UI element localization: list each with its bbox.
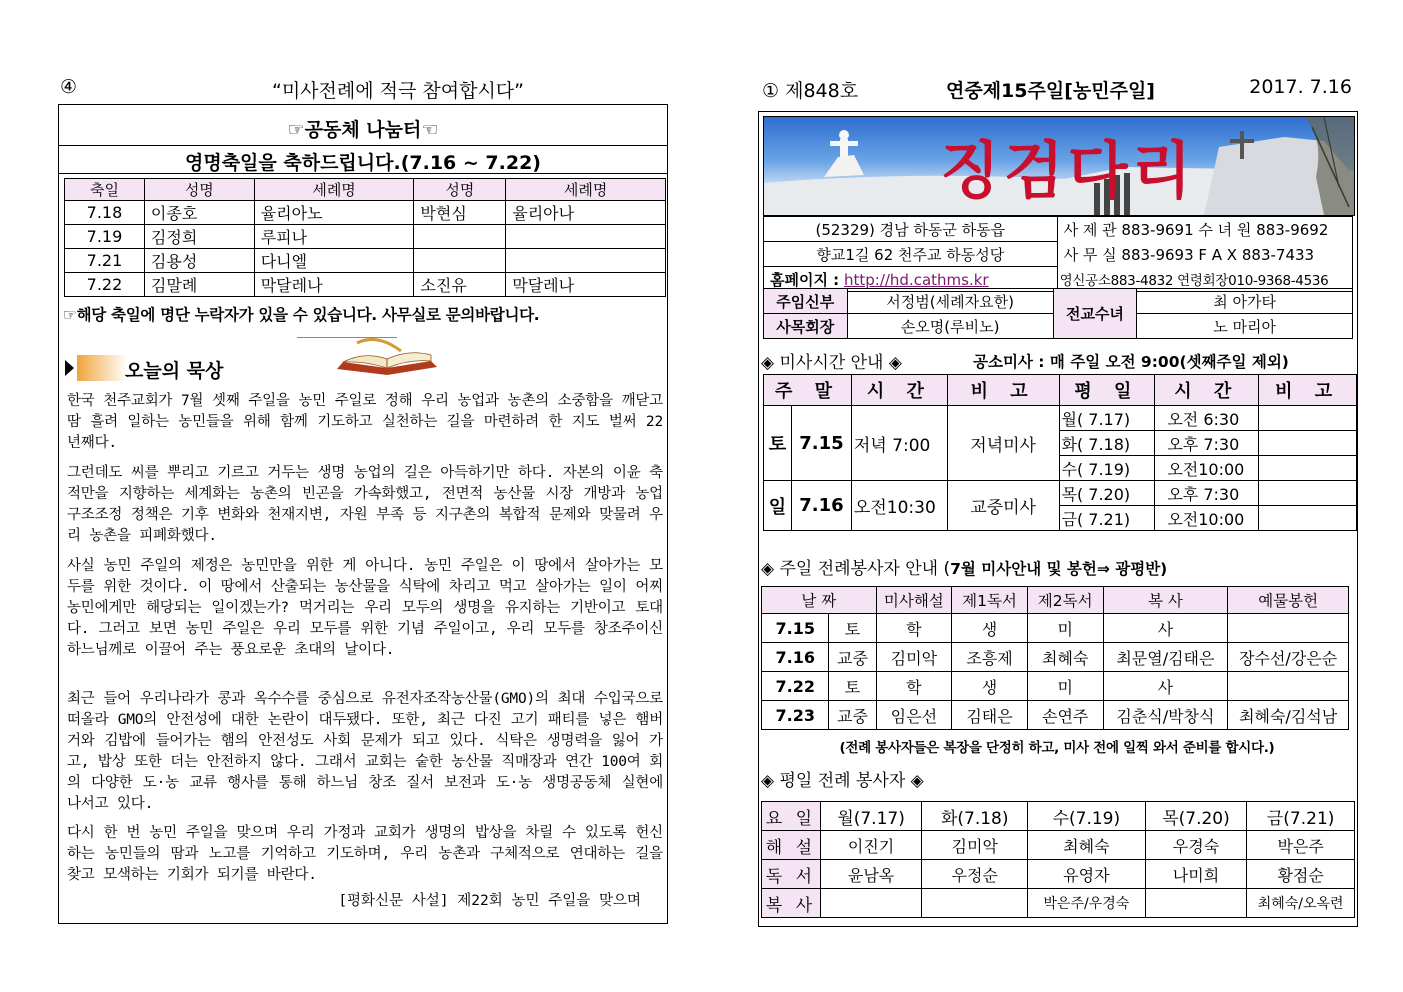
- cell: 소진유: [414, 273, 506, 297]
- weekend-day: 토: [764, 406, 792, 481]
- table-row: [764, 242, 1353, 267]
- right-page-number: ①: [762, 80, 780, 102]
- council-label: 사목회장: [764, 314, 848, 339]
- source-credit: [평화신문 사설] 제22회 농민 주일을 맞으며: [338, 893, 641, 909]
- cell: 황점순: [1247, 860, 1355, 889]
- role-label: 해 설: [762, 831, 821, 860]
- table-row: [762, 614, 1349, 643]
- cell: [820, 889, 922, 918]
- left-page-number: ④: [60, 76, 78, 98]
- weekday-day: 수( 7.19): [1059, 456, 1155, 481]
- table-row: [762, 889, 1355, 918]
- cell: 7.16: [762, 643, 829, 672]
- cell: 이진기: [820, 831, 922, 860]
- bulletin-banner: [763, 116, 1355, 216]
- cell: 미: [1027, 672, 1103, 701]
- header-cell: 요 일: [762, 802, 821, 831]
- cell: 막달레나: [506, 273, 666, 297]
- address-line: 향교1길 62 천주교 하동성당: [764, 242, 1058, 267]
- table-row: [762, 860, 1355, 889]
- cell: 박현심: [414, 201, 506, 225]
- cell: 김춘식/박창식: [1103, 701, 1228, 730]
- header-cell: 세례명: [506, 179, 666, 201]
- issue-number: [762, 76, 858, 103]
- meditation-paragraph: 그런데도 씨를 뿌리고 기르고 거두는 생명 농업의 길은 아득하기만 하다. 자본의 이윤 축적만을 지향하는 세계화는 농촌의 빈곤을 가속화했고, 전면적 농산물 시장 개방과 농업 구조조정 정책은 기후 변화와 천재지변, 자원 부족 등 지구촌의 복합적 문제와 맞물려 우리 농촌을 피폐화했다.: [67, 465, 663, 544]
- table-row: [762, 643, 1349, 672]
- address-line: (52329) 경남 하동군 하동읍: [764, 217, 1058, 242]
- weekday-note: [1259, 481, 1357, 506]
- feast-title: 영명축일을 축하드립니다.(7.16 ~ 7.22): [184, 152, 541, 174]
- cell: [506, 225, 666, 249]
- weekday-time: 오후 7:30: [1155, 431, 1259, 456]
- header-cell: 성명: [414, 179, 506, 201]
- header-cell: 미사해설: [876, 587, 952, 614]
- cell: 사: [1103, 672, 1228, 701]
- header-cell: 금(7.21): [1247, 802, 1355, 831]
- cell: 김정희: [144, 225, 254, 249]
- cell: 막달레나: [254, 273, 414, 297]
- header-cell: 비 고: [947, 375, 1059, 406]
- cell: 김미악: [922, 831, 1028, 860]
- cell: 생: [952, 614, 1028, 643]
- bulletin-name: 징검다리: [940, 134, 1196, 207]
- issue-label: 제848호: [785, 80, 859, 102]
- cell: 다니엘: [254, 249, 414, 273]
- cell: 율리아노: [254, 201, 414, 225]
- weekday-day: 금( 7.21): [1059, 506, 1155, 531]
- sunday-servers-heading: [761, 554, 1355, 579]
- role-label: 복 사: [762, 889, 821, 918]
- cell: 생: [952, 672, 1028, 701]
- meditation-paragraph: 최근 들어 우리나라가 콩과 옥수수를 중심으로 유전자조작농산물(GMO)의 최대 수입국으로 떠올라 GMO의 안전성에 대한 논란이 대두됐다. 또한, 최근 다진 고기 패티를 넣은 햄버거와 김밥에 들어가는 햄의 안전성도 사회 문제가 되고 있다. 식탁은 생명력을 잃어 가고, 밥상 또한 더는 안전하지 않다. 그래서 교회는 숱한 농산물 직매장과 연간 100여 회의 다양한 도·농 교류 행사를 통해 하느님 창조 질서 보전과 도·농 생명공동체 실현에 나서고 있다.: [67, 691, 663, 812]
- homepage-link[interactable]: http://hd.cathms.kr: [843, 270, 989, 289]
- divider: [59, 173, 667, 174]
- cell: 7.21: [65, 249, 145, 273]
- header-cell: 성명: [144, 179, 254, 201]
- cell: 최문열/김태은: [1103, 643, 1228, 672]
- cell: 손연주: [1027, 701, 1103, 730]
- cell: 7.15: [762, 614, 829, 643]
- header-cell: 예물봉헌: [1228, 587, 1349, 614]
- table-row: [65, 225, 666, 249]
- cell: 김말례: [144, 273, 254, 297]
- pastor-name: 서정범(세례자요한): [847, 289, 1053, 314]
- cell: 7.23: [762, 701, 829, 730]
- cell: 우경숙: [1145, 831, 1247, 860]
- cell: 토: [829, 672, 876, 701]
- servers-note: (전례 봉사자들은 복장을 단정히 하고, 미사 전에 일찍 와서 준비를 합시다.): [839, 740, 1275, 756]
- weekend-note: 교중미사: [947, 481, 1059, 531]
- weekday-servers-table: [761, 801, 1355, 918]
- table-row: [762, 831, 1355, 860]
- weekend-date: 7.16: [791, 481, 851, 531]
- cell: 율리아나: [506, 201, 666, 225]
- cell: 사: [1103, 614, 1228, 643]
- bulletin-box: [758, 111, 1358, 927]
- table-row: [764, 481, 1357, 506]
- table-row: [764, 289, 1353, 314]
- weekday-time: 오전10:00: [1155, 506, 1259, 531]
- cell: 이종호: [144, 201, 254, 225]
- cell: 교중: [829, 643, 876, 672]
- meditation-paragraph: 한국 천주교회가 7월 셋째 주일을 농민 주일로 정해 우리 농업과 농촌의 소중함을 깨닫고 땀 흘려 일하는 농민들을 위해 함께 기도하고 실천하는 길을 마련하려 한 지도 벌써 22년째다.: [67, 393, 663, 451]
- homepage-label: 홈페이지 :: [770, 270, 840, 289]
- cell: [506, 249, 666, 273]
- header-cell: 제1독서: [952, 587, 1028, 614]
- issue-date: 2017. 7.16: [1249, 76, 1352, 98]
- weekday-time: 오후 7:30: [1155, 481, 1259, 506]
- table-row: [762, 672, 1349, 701]
- cell: [1145, 889, 1247, 918]
- weekday-note: [1259, 506, 1357, 531]
- open-book-icon: [327, 331, 447, 381]
- header-cell: 날 짜: [762, 587, 877, 614]
- table-header-row: [762, 802, 1355, 831]
- table-row: [764, 217, 1353, 242]
- weekend-date: 7.15: [791, 406, 851, 481]
- cell: [414, 225, 506, 249]
- cell: 유영자: [1028, 860, 1146, 889]
- weekday-time: 오전10:00: [1155, 456, 1259, 481]
- weekday-note: [1259, 431, 1357, 456]
- cell: 조흥제: [952, 643, 1028, 672]
- community-box: [58, 104, 668, 924]
- phone-line: 영신공소883-4832 연령회장010-9368-4536: [1057, 267, 1352, 292]
- parish-info-table: [763, 216, 1353, 292]
- cell: 토: [829, 614, 876, 643]
- pastor-label: 주임신부: [764, 289, 848, 314]
- weekday-servers-heading: ◈ 평일 전례 봉사자 ◈: [761, 771, 924, 791]
- header-cell: 시 간: [1155, 375, 1259, 406]
- header-cell: 수(7.19): [1028, 802, 1146, 831]
- cell: [414, 249, 506, 273]
- cell: 우정순: [922, 860, 1028, 889]
- serve-title-bold: 7월 미사안내 및 봉헌⇒ 광평반): [950, 560, 1168, 578]
- header-cell: 비 고: [1259, 375, 1357, 406]
- council-name: 손오명(루비노): [847, 314, 1053, 339]
- mass-title: ◈ 미사시간 안내 ◈: [761, 353, 902, 373]
- header-cell: 복 사: [1103, 587, 1228, 614]
- cell: 박은주: [1247, 831, 1355, 860]
- sister-name: 노 마리아: [1137, 314, 1353, 339]
- header-cell: 시 간: [851, 375, 947, 406]
- cell: 7.22: [65, 273, 145, 297]
- table-row: [65, 273, 666, 297]
- weekend-day: 일: [764, 481, 792, 531]
- right-page-header: [760, 76, 1360, 102]
- community-title: ☞공동체 나눔터☜: [287, 119, 439, 141]
- table-row: [762, 701, 1349, 730]
- table-header-row: [764, 375, 1357, 406]
- sister-name: 최 아가타: [1137, 289, 1353, 314]
- cell: 루피나: [254, 225, 414, 249]
- weekday-day: 목( 7.20): [1059, 481, 1155, 506]
- cell: 윤남옥: [820, 860, 922, 889]
- cell: 박은주/우경숙: [1028, 889, 1146, 918]
- table-header-row: [762, 587, 1349, 614]
- cell: [922, 889, 1028, 918]
- mass-schedule-table: [763, 374, 1357, 531]
- cell: 임은선: [876, 701, 952, 730]
- weekday-note: [1259, 456, 1357, 481]
- cell: 김용성: [144, 249, 254, 273]
- table-row: [764, 406, 1357, 431]
- table-header-row: [65, 179, 666, 201]
- cell: 김미악: [876, 643, 952, 672]
- meditation-paragraph: 다시 한 번 농민 주일을 맞으며 우리 가정과 교회가 생명의 밥상을 차릴 수 있도록 헌신하는 농민들의 땀과 노고를 기억하고 기도하며, 우리 농촌과 구체적으로 연대하는 길을 찾고 모색하는 기회가 되기를 바란다.: [67, 825, 663, 883]
- mass-time-heading: [761, 348, 1355, 373]
- cell: 교중: [829, 701, 876, 730]
- header-cell: 축일: [65, 179, 145, 201]
- weekday-day: 월( 7.17): [1059, 406, 1155, 431]
- serve-title: ◈ 주일 전례봉사자 안내 (: [761, 559, 951, 579]
- cell: [1228, 614, 1349, 643]
- weekday-note: [1259, 406, 1357, 431]
- cell: [1228, 672, 1349, 701]
- sunday-servers-table: [761, 586, 1349, 730]
- slogan: “미사전례에 적극 참여합시다”: [271, 80, 524, 102]
- cell: 7.22: [762, 672, 829, 701]
- weekend-note: 저녁미사: [947, 406, 1059, 481]
- header-cell: 월(7.17): [820, 802, 922, 831]
- cell: 학: [876, 672, 952, 701]
- cell: 미: [1027, 614, 1103, 643]
- weekday-day: 화( 7.18): [1059, 431, 1155, 456]
- cell: 장수선/강은순: [1228, 643, 1349, 672]
- header-cell: 목(7.20): [1145, 802, 1247, 831]
- table-row: [65, 249, 666, 273]
- feast-note: ☞해당 축일에 명단 누락자가 있을 수 있습니다. 사무실로 문의바랍니다.: [63, 306, 540, 324]
- cell: 학: [876, 614, 952, 643]
- cell: 김태은: [952, 701, 1028, 730]
- meditation-paragraph: 사실 농민 주일의 제정은 농민만을 위한 게 아니다. 농민 주일은 이 땅에서 살아가는 모두를 위한 것이다. 이 땅에서 산출되는 농산물을 식탁에 차리고 먹고 살아가는 일이 어찌 농민에게만 해당되는 일이겠는가? 먹거리는 우리 모두의 생명을 유지하는 기반이고 토대다. 그러고 보면 농민 주일은 우리 모두를 위한 기념 주일이고, 우리 모두를 창조주이신 하느님께로 이끌어 주는 풍요로운 초대의 날이다.: [67, 558, 663, 658]
- role-label: 독 서: [762, 860, 821, 889]
- phone-line: 사 무 실 883-9693 F A X 883-7433: [1057, 242, 1352, 267]
- table-row: [65, 201, 666, 225]
- phone-line: 사 제 관 883-9691 수 녀 원 883-9692: [1057, 217, 1352, 242]
- header-cell: 평 일: [1059, 375, 1155, 406]
- cell: 7.18: [65, 201, 145, 225]
- divider: [59, 145, 667, 146]
- weekend-time: 오전10:30: [851, 481, 947, 531]
- cell: 최혜숙/오옥련: [1247, 889, 1355, 918]
- sunday-title: 연중제15주일[농민주일]: [946, 80, 1155, 102]
- sister-label: 전교수녀: [1053, 289, 1137, 339]
- heading-gradient-bar: [77, 355, 127, 381]
- header-cell: 주 말: [764, 375, 852, 406]
- cell: 7.19: [65, 225, 145, 249]
- feast-day-table: [64, 178, 666, 297]
- weekday-time: 오전 6:30: [1155, 406, 1259, 431]
- mission-mass-note: 공소미사 : 매 주일 오전 9:00(셋째주일 제외): [973, 353, 1289, 371]
- cell: 최혜숙: [1028, 831, 1146, 860]
- left-page-header: [58, 76, 668, 102]
- header-cell: 제2독서: [1027, 587, 1103, 614]
- cell: 나미희: [1145, 860, 1247, 889]
- meditation-label: 오늘의 묵상: [125, 360, 224, 382]
- header-cell: 세례명: [254, 179, 414, 201]
- header-cell: 화(7.18): [922, 802, 1028, 831]
- triangle-right-icon: [65, 360, 74, 376]
- meditation-heading: [65, 353, 235, 383]
- cell: 최혜숙/김석남: [1228, 701, 1349, 730]
- weekend-time: 저녁 7:00: [851, 406, 947, 481]
- cell: 최혜숙: [1027, 643, 1103, 672]
- clergy-table: [763, 288, 1353, 339]
